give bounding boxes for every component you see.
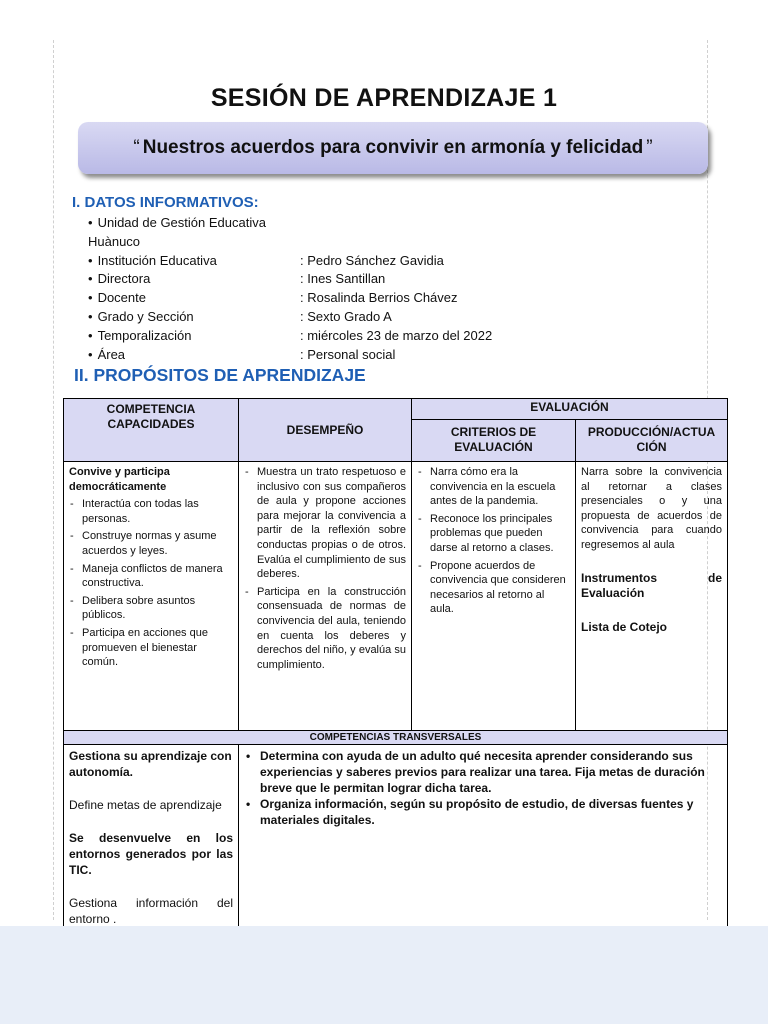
criterios-cell bbox=[412, 462, 576, 731]
instrument-name: Lista de Cotejo bbox=[581, 619, 668, 634]
list-item: - Participa en acciones que promueven el bienestar común. bbox=[69, 626, 233, 670]
info-key: • Directora bbox=[88, 270, 300, 289]
info-value: : Personal social bbox=[300, 346, 396, 362]
info-row bbox=[88, 252, 492, 271]
transversales-header-row bbox=[64, 731, 728, 745]
desempeno-cell bbox=[239, 462, 412, 731]
info-value: : Pedro Sánchez Gavidia bbox=[300, 252, 444, 268]
info-row bbox=[88, 346, 492, 365]
info-key: • Área bbox=[88, 346, 300, 365]
info-list bbox=[88, 214, 492, 364]
list-item: • Determina con ayuda de un adulto qué necesita aprender considerando sus experiencias y saberes previos para realizar una tarea. Fija metas de duración breve que le permitan lograr dicha tarea. bbox=[244, 748, 722, 796]
header-competencia-label: COMPETENCIA bbox=[106, 402, 196, 416]
page-title: SESIÓN DE APRENDIZAJE 1 bbox=[210, 84, 558, 112]
list-item: - Propone acuerdos de convivencia que consideren necesarios al retorno al aula. bbox=[417, 559, 570, 617]
list-item: - Reconoce los principales problemas que pueden darse al retorno a clases. bbox=[417, 512, 570, 556]
table-header-row bbox=[64, 399, 728, 420]
info-value: : Rosalinda Berrios Chávez bbox=[300, 290, 458, 306]
criterios-list bbox=[417, 465, 570, 617]
header-evaluacion: EVALUACIÓN bbox=[412, 399, 728, 420]
desempenos-list bbox=[244, 465, 406, 672]
info-key: • Grado y Sección bbox=[88, 308, 300, 327]
competencia-title: Convive y participa democráticamente bbox=[69, 466, 170, 493]
transversales-list bbox=[244, 748, 722, 828]
instrumentos-de: de bbox=[708, 570, 723, 585]
close-quote: ” bbox=[646, 137, 653, 158]
header-competencia bbox=[64, 399, 239, 462]
info-row bbox=[88, 270, 492, 289]
evaluacion-word: Evaluación bbox=[581, 585, 645, 600]
table-row bbox=[64, 462, 728, 731]
produccion-cell bbox=[576, 462, 728, 731]
session-title-text: Nuestros acuerdos para convivir en armonía y felicidad bbox=[142, 137, 644, 158]
instrumentos-label bbox=[581, 571, 722, 601]
list-item: - Delibera sobre asuntos públicos. bbox=[69, 594, 233, 623]
open-quote: “ bbox=[133, 137, 140, 158]
produccion-text: Narra sobre la convivencia al retornar a clases presenciales o y una propuesta de acuerdos de convivencia para cuando regresemos al aula bbox=[581, 466, 723, 551]
transversales-header: COMPETENCIAS TRANSVERSALES bbox=[64, 731, 728, 745]
session-title-banner bbox=[78, 122, 708, 174]
page-footer-band bbox=[0, 926, 768, 1024]
header-desempeno: DESEMPEÑO bbox=[239, 399, 412, 462]
learning-purposes-table bbox=[63, 398, 728, 944]
table-row bbox=[64, 745, 728, 944]
header-produccion: PRODUCCIÓN/ACTUA CIÓN bbox=[576, 419, 728, 461]
section-heading-datos: I. DATOS INFORMATIVOS: bbox=[72, 194, 259, 211]
list-item: - Muestra un trato respetuoso e inclusivo con sus compañeros de aula y propone acciones para mejorar la convivencia a partir de la reflexión sobre conductas propias o de otros. Evalúa el cumplimiento de sus deberes. bbox=[244, 465, 406, 582]
info-row bbox=[88, 289, 492, 308]
header-criterios: CRITERIOS DE EVALUACIÓN bbox=[412, 419, 576, 461]
info-row bbox=[88, 214, 492, 252]
info-row bbox=[88, 327, 492, 346]
page-margin-guide-left bbox=[53, 40, 54, 920]
list-item: - Narra cómo era la convivencia en la escuela antes de la pandemia. bbox=[417, 465, 570, 509]
info-value: : Sexto Grado A bbox=[300, 308, 392, 324]
transversal-capacity: Gestiona información del entorno . bbox=[69, 896, 233, 926]
list-item: - Maneja conflictos de manera constructiva. bbox=[69, 562, 233, 591]
info-row bbox=[88, 308, 492, 327]
info-value: : Ines Santillan bbox=[300, 271, 386, 287]
list-item: - Interactúa con todas las personas. bbox=[69, 497, 233, 526]
instrumentos-word: Instrumentos bbox=[581, 570, 658, 585]
competencia-cell bbox=[64, 462, 239, 731]
transversal-competency: Gestiona su aprendizaje con autonomía. bbox=[69, 749, 232, 779]
info-key: • Institución Educativa bbox=[88, 252, 300, 271]
transversales-right-cell bbox=[239, 745, 728, 944]
info-value: : miércoles 23 de marzo del 2022 bbox=[300, 327, 493, 343]
list-item: • Organiza información, según su propósito de estudio, de diversas fuentes y materiales digitales. bbox=[244, 796, 722, 828]
capacidades-list bbox=[69, 497, 233, 670]
info-key: • Unidad de Gestión Educativa Huànuco bbox=[88, 214, 300, 252]
info-key: • Temporalización bbox=[88, 327, 300, 346]
info-key: • Docente bbox=[88, 289, 300, 308]
transversales-left-cell bbox=[64, 745, 239, 944]
header-capacidades-label: CAPACIDADES bbox=[107, 417, 195, 431]
list-item: - Construye normas y asume acuerdos y leyes. bbox=[69, 529, 233, 558]
transversal-competency: Se desenvuelve en los entornos generados por las TIC. bbox=[69, 831, 233, 877]
transversal-capacity: Define metas de aprendizaje bbox=[69, 798, 222, 812]
list-item: - Participa en la construcción consensuada de normas de convivencia del aula, teniendo en cuenta los deberes y derechos del niño, y evalúa su cumplimiento. bbox=[244, 585, 406, 673]
section-heading-propositos: II. PROPÓSITOS DE APRENDIZAJE bbox=[74, 365, 366, 385]
